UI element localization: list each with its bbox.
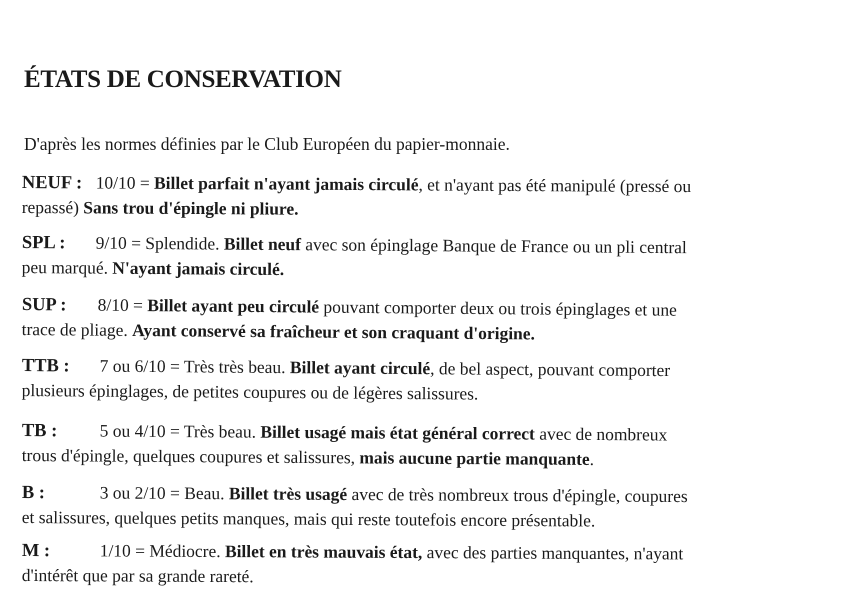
entry-text: , et n'ayant pas été manipulé (pressé ou xyxy=(418,174,692,197)
entry-text: d'intérêt que par sa grande rareté. xyxy=(21,564,254,587)
entry-text: 1/10 = Médiocre. xyxy=(99,540,226,562)
entry-text: peu marqué. xyxy=(21,256,113,278)
entry-bold-text: Billet très usagé xyxy=(228,483,348,504)
intro-text: D'après les normes définies par le Club Européen du papier-monnaie. xyxy=(24,134,510,154)
entry-line-2 xyxy=(22,255,828,285)
grade-label: TTB : xyxy=(21,355,70,377)
entry-text: 5 ou 4/10 = Très beau. xyxy=(99,420,261,442)
entry-text: avec de nombreux xyxy=(534,423,668,445)
entry-text: 3 ou 2/10 = Beau. xyxy=(99,482,229,504)
entry-bold-text: Billet usagé mais état général correct xyxy=(260,421,535,444)
entry-text: plusieurs épinglages, de petites coupures ou de légères salissures. xyxy=(21,379,479,404)
entry-text: , de bel aspect, pouvant comporter xyxy=(430,358,671,381)
entry-bold-text: N'ayant jamais circulé. xyxy=(112,257,285,280)
entry-bold-text: Billet ayant peu circulé xyxy=(147,295,320,317)
entry-text: repassé) xyxy=(21,196,84,218)
entry-bold-text: mais aucune partie manquante xyxy=(359,447,590,469)
entry-text: avec des parties manquantes, n'ayant xyxy=(422,542,684,564)
entry-bold-text: Ayant conservé sa fraîcheur et son craquant d'origine. xyxy=(132,319,536,344)
grade-entry-m xyxy=(22,538,830,591)
entry-text: trous d'épingle, quelques coupures et salissures, xyxy=(21,444,360,468)
grade-entry-b xyxy=(22,480,830,534)
entry-bold-text: Billet en très mauvais état, xyxy=(224,541,423,563)
entry-line-2 xyxy=(22,505,828,534)
entry-text: 9/10 = Splendide. xyxy=(95,232,224,254)
entry-text: 10/10 = xyxy=(95,172,155,193)
entry-text: 8/10 = xyxy=(97,294,148,316)
grade-label: SPL : xyxy=(21,232,66,254)
grade-entry-neuf xyxy=(22,170,830,224)
grade-entry-sup xyxy=(22,292,830,348)
grade-label: TB : xyxy=(21,420,58,442)
page-title: ÉTATS DE CONSERVATION xyxy=(24,66,342,93)
entry-line-2 xyxy=(22,195,828,224)
grade-label: NEUF : xyxy=(21,172,83,194)
entry-text: avec son épinglage Banque de France ou un pli central xyxy=(300,234,687,258)
entry-text: avec de très nombreux trous d'épingle, coupures xyxy=(347,483,688,507)
grade-entry-ttb xyxy=(22,353,830,408)
entry-text: trace de pliage. xyxy=(21,318,133,340)
grade-label: M : xyxy=(21,540,51,562)
grade-entry-tb xyxy=(22,418,830,473)
entry-bold-text: Sans trou d'épingle ni pliure. xyxy=(83,197,299,219)
entry-line-2 xyxy=(22,443,828,473)
grade-entry-spl xyxy=(22,230,830,285)
entry-text: . xyxy=(589,448,595,469)
entry-bold-text: Billet ayant circulé xyxy=(289,357,431,379)
entry-text: et salissures, quelques petits manques, mais qui reste toutefois encore présentable. xyxy=(21,506,596,531)
entry-text: 7 ou 6/10 = Très très beau. xyxy=(99,355,291,378)
entry-bold-text: Billet parfait n'ayant jamais circulé xyxy=(154,172,419,195)
entry-line-2 xyxy=(22,378,828,408)
grade-label: SUP : xyxy=(21,294,67,316)
entry-text: pouvant comporter deux ou trois épinglages et une xyxy=(319,296,677,320)
grade-label: B : xyxy=(21,482,46,504)
entry-bold-text: Billet neuf xyxy=(223,233,302,255)
entry-line-2 xyxy=(22,563,828,591)
